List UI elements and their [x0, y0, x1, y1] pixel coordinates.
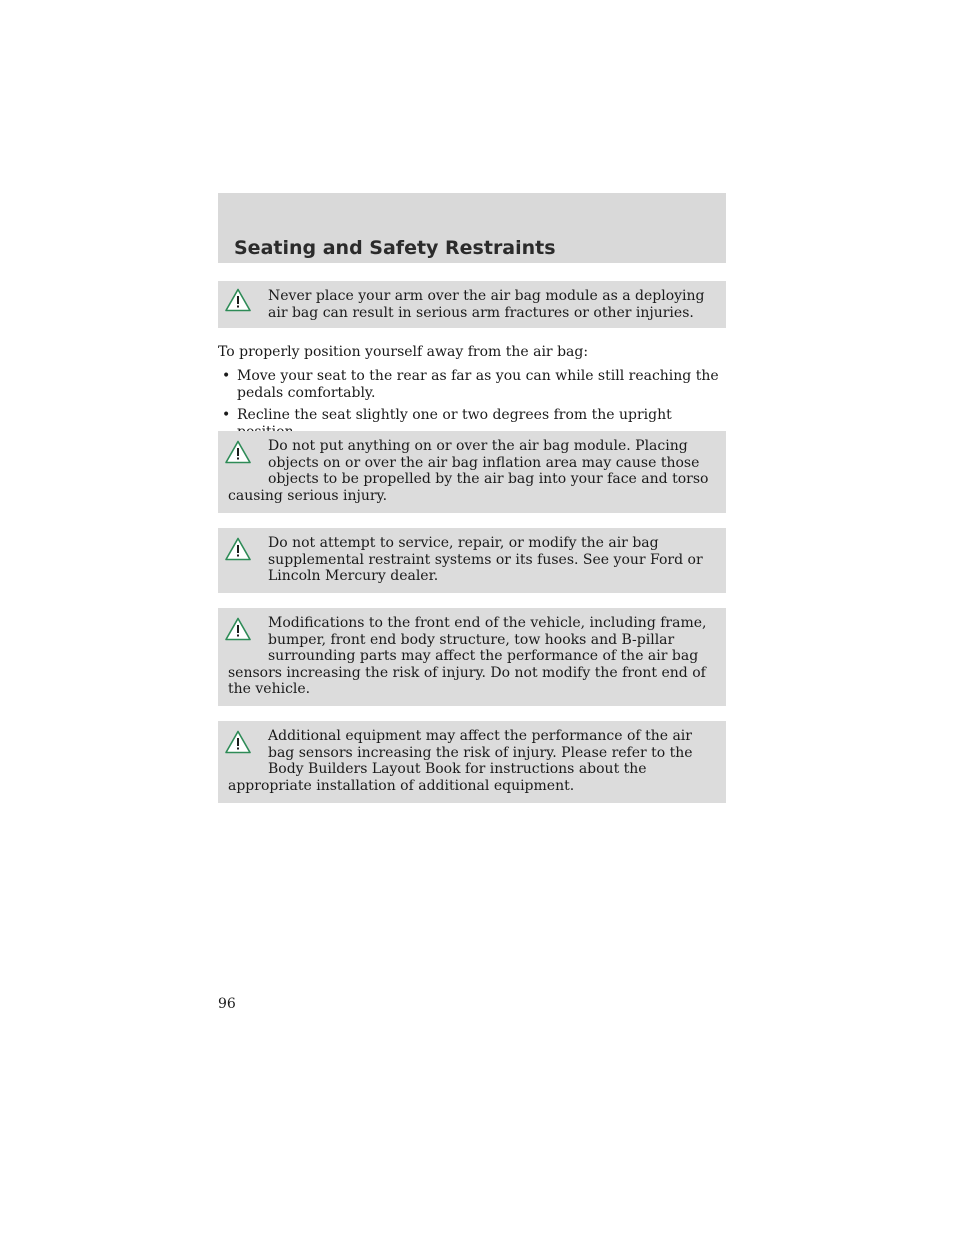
list-item: [218, 368, 726, 401]
warning-box: [218, 281, 726, 328]
warning-box: [218, 431, 726, 513]
warning-text: Never place your arm over the air bag module as a deploying air bag can result in serious arm fractures or other injuries.: [268, 288, 705, 321]
section-header: [218, 193, 726, 263]
page-number: 96: [218, 996, 236, 1012]
section-title: Seating and Safety Restraints: [234, 237, 556, 259]
warning-text: Do not put anything on or over the air bag module. Placing objects on or over the air bag inflation area may cause those objects to be propelled by the air bag into your face and torso causing serious injury.: [228, 438, 709, 504]
warning-text: Modifications to the front end of the vehicle, including frame, bumper, front end body structure, tow hooks and B-pillar surrounding parts may affect the performance of the air bag sensors increasing the risk of injury. Do not modify the front end of the vehicle.: [228, 615, 707, 698]
warning-box: [218, 721, 726, 803]
warning-box: [218, 528, 726, 593]
warning-icon: [218, 730, 258, 763]
warning-icon: [218, 288, 258, 321]
bullet-symbol: •: [222, 407, 231, 423]
warning-icon: [218, 617, 258, 650]
warning-box: [218, 608, 726, 706]
warning-text: Additional equipment may affect the performance of the air bag sensors increasing the risk of injury. Please refer to the Body Builders Layout Book for instructions about the appropriate installation of additional equipment.: [228, 728, 693, 794]
warning-icon: [218, 440, 258, 473]
bullet-symbol: •: [222, 368, 231, 384]
intro-text: To properly position yourself away from the air bag:: [218, 344, 589, 360]
warning-text: Do not attempt to service, repair, or modify the air bag supplemental restraint systems or its fuses. See your Ford or Lincoln Mercury dealer.: [268, 535, 703, 585]
list-item-text: Move your seat to the rear as far as you can while still reaching the pedals comfortably.: [237, 368, 719, 401]
warning-icon: [218, 537, 258, 570]
list-item-text: Recline the seat slightly one or two degrees from the upright: [237, 407, 672, 423]
